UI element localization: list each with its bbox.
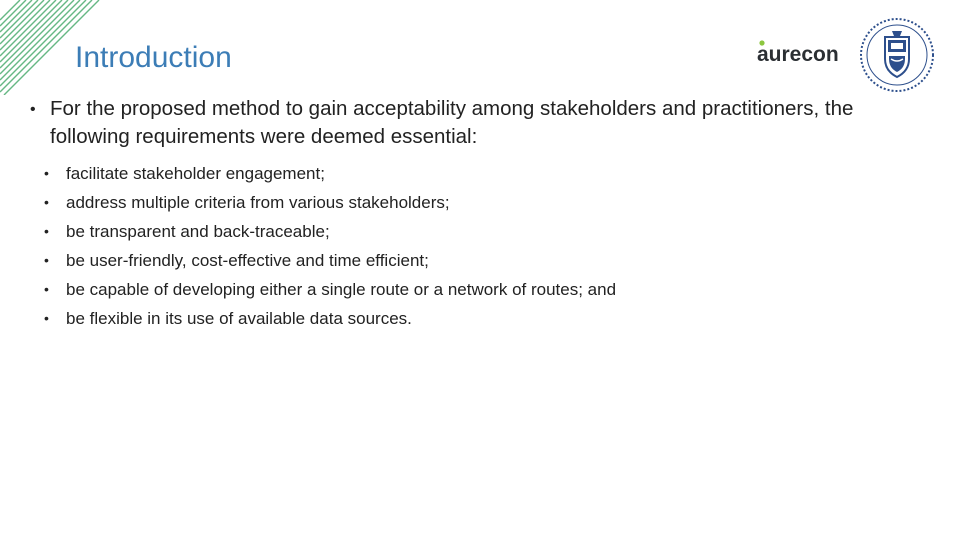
slide-title: Introduction <box>75 41 232 74</box>
bullet-glyph: • <box>44 223 49 239</box>
requirement-item <box>44 159 930 188</box>
bullet-glyph: • <box>44 310 49 326</box>
requirement-text: be flexible in its use of available data sources. <box>66 309 412 328</box>
requirement-item <box>44 217 930 246</box>
bullet-glyph: • <box>44 194 49 210</box>
lead-bullet <box>30 95 930 151</box>
aurecon-logo <box>756 36 848 70</box>
university-seal-icon <box>855 15 940 95</box>
requirements-list <box>30 159 930 333</box>
requirement-text: be capable of developing either a single route or a network of routes; and <box>66 280 617 299</box>
bullet-glyph: • <box>44 252 49 268</box>
requirement-text: facilitate stakeholder engagement; <box>66 164 325 183</box>
requirement-text: be user-friendly, cost-effective and time efficient; <box>66 251 429 270</box>
bullet-glyph: • <box>44 165 49 181</box>
bullet-glyph: • <box>44 281 49 297</box>
lead-bullet-text: For the proposed method to gain acceptability among stakeholders and practitioners, the following requirements were deemed essential: <box>50 97 854 148</box>
requirement-item <box>44 188 930 217</box>
aurecon-wordmark: aurecon <box>757 43 839 66</box>
requirement-item <box>44 246 930 275</box>
requirement-item <box>44 304 930 333</box>
requirement-text: be transparent and back-traceable; <box>66 222 330 241</box>
requirement-text: address multiple criteria from various stakeholders; <box>66 193 450 212</box>
requirement-item <box>44 275 930 304</box>
bullet-glyph: • <box>30 101 36 118</box>
slide-body <box>30 95 930 333</box>
